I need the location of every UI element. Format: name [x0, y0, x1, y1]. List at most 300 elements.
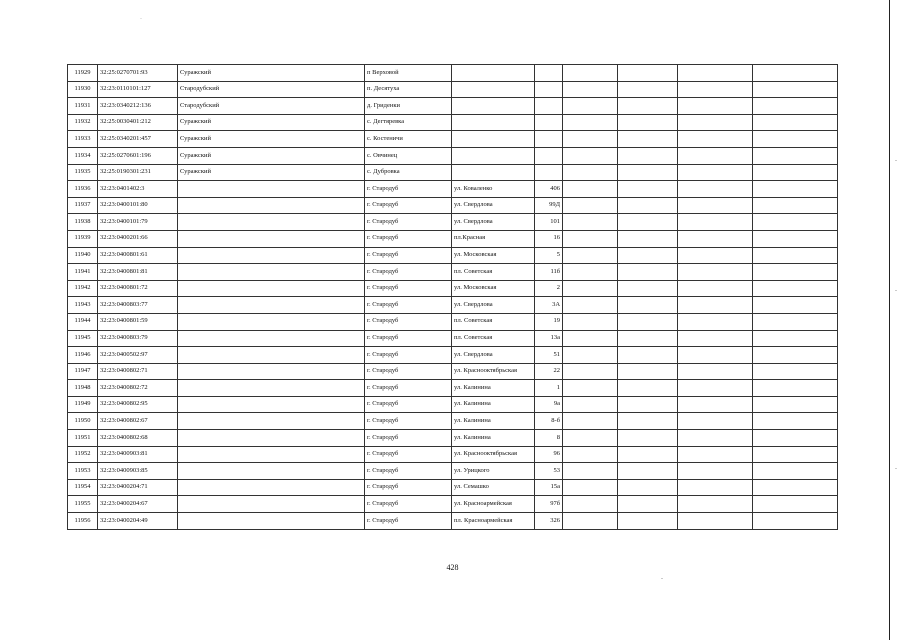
row-number: 11948 — [68, 380, 98, 397]
cadastral-number: 32:23:0400204:67 — [98, 496, 178, 513]
cadastral-number: 32:25:0340201:457 — [98, 131, 178, 148]
empty-cell — [753, 181, 838, 198]
table-row — [68, 147, 838, 164]
empty-cell — [753, 330, 838, 347]
street-cell: ул. Московская — [452, 247, 535, 264]
registry-table — [67, 64, 838, 530]
empty-cell — [618, 513, 678, 530]
empty-cell — [753, 496, 838, 513]
empty-cell — [618, 297, 678, 314]
street-cell — [452, 81, 535, 98]
house-number: 22 — [535, 363, 563, 380]
cadastral-number: 32:23:0400101:80 — [98, 197, 178, 214]
cadastral-number: 32:23:0400802:68 — [98, 430, 178, 447]
row-number: 11953 — [68, 463, 98, 480]
table-row — [68, 81, 838, 98]
district-cell — [178, 496, 365, 513]
street-cell: пл.Красная — [452, 230, 535, 247]
empty-cell — [618, 413, 678, 430]
empty-cell — [753, 147, 838, 164]
settlement-cell: г. Стародуб — [365, 214, 452, 231]
scan-mark: - — [895, 288, 897, 294]
empty-cell — [753, 264, 838, 281]
cadastral-number: 32:23:0400801:81 — [98, 264, 178, 281]
table-row — [68, 65, 838, 82]
district-cell: Суражский — [178, 147, 365, 164]
empty-cell — [753, 65, 838, 82]
empty-cell — [678, 463, 753, 480]
cadastral-number: 32:23:0400802:71 — [98, 363, 178, 380]
district-cell — [178, 181, 365, 198]
empty-cell — [753, 513, 838, 530]
district-cell — [178, 446, 365, 463]
empty-cell — [563, 463, 618, 480]
row-number: 11941 — [68, 264, 98, 281]
house-number — [535, 65, 563, 82]
empty-cell — [563, 396, 618, 413]
empty-cell — [563, 81, 618, 98]
row-number: 11933 — [68, 131, 98, 148]
cadastral-number: 32:23:0400903:81 — [98, 446, 178, 463]
table-row — [68, 230, 838, 247]
empty-cell — [618, 313, 678, 330]
district-cell: Суражский — [178, 131, 365, 148]
empty-cell — [753, 463, 838, 480]
district-cell — [178, 313, 365, 330]
house-number — [535, 147, 563, 164]
empty-cell — [618, 98, 678, 115]
table-row — [68, 297, 838, 314]
street-cell: ул. Краснооктябрьская — [452, 446, 535, 463]
empty-cell — [563, 496, 618, 513]
empty-cell — [678, 247, 753, 264]
empty-cell — [678, 430, 753, 447]
empty-cell — [563, 197, 618, 214]
house-number: 8-б — [535, 413, 563, 430]
street-cell: ул. Калинина — [452, 396, 535, 413]
street-cell: ул. Свердлова — [452, 347, 535, 364]
street-cell: ул. Красноoктябрьская — [452, 363, 535, 380]
empty-cell — [618, 65, 678, 82]
empty-cell — [618, 264, 678, 281]
empty-cell — [618, 479, 678, 496]
empty-cell — [563, 65, 618, 82]
empty-cell — [563, 479, 618, 496]
table-row — [68, 313, 838, 330]
table-row — [68, 496, 838, 513]
house-number: 101 — [535, 214, 563, 231]
empty-cell — [563, 247, 618, 264]
house-number: 96 — [535, 446, 563, 463]
empty-cell — [563, 214, 618, 231]
empty-cell — [678, 164, 753, 181]
empty-cell — [753, 131, 838, 148]
table-row — [68, 363, 838, 380]
row-number: 11956 — [68, 513, 98, 530]
row-number: 11947 — [68, 363, 98, 380]
empty-cell — [678, 446, 753, 463]
row-number: 11954 — [68, 479, 98, 496]
house-number: 15а — [535, 479, 563, 496]
house-number: 2 — [535, 280, 563, 297]
table-row — [68, 446, 838, 463]
empty-cell — [618, 164, 678, 181]
row-number: 11949 — [68, 396, 98, 413]
settlement-cell: с. Дегтяревка — [365, 114, 452, 131]
street-cell — [452, 131, 535, 148]
street-cell: пл. Советская — [452, 330, 535, 347]
row-number: 11936 — [68, 181, 98, 198]
page-edge-line — [889, 0, 890, 640]
table-row — [68, 114, 838, 131]
cadastral-number: 32:23:0400204:71 — [98, 479, 178, 496]
empty-cell — [678, 363, 753, 380]
row-number: 11945 — [68, 330, 98, 347]
street-cell: ул. Урицкого — [452, 463, 535, 480]
cadastral-number: 32:25:0030401:212 — [98, 114, 178, 131]
district-cell — [178, 479, 365, 496]
empty-cell — [678, 147, 753, 164]
empty-cell — [678, 380, 753, 397]
empty-cell — [753, 230, 838, 247]
house-number — [535, 81, 563, 98]
row-number: 11938 — [68, 214, 98, 231]
table-row — [68, 131, 838, 148]
settlement-cell: д. Гриденки — [365, 98, 452, 115]
table-row — [68, 463, 838, 480]
district-cell — [178, 363, 365, 380]
empty-cell — [753, 380, 838, 397]
empty-cell — [563, 430, 618, 447]
empty-cell — [618, 396, 678, 413]
empty-cell — [753, 347, 838, 364]
empty-cell — [618, 147, 678, 164]
settlement-cell: г. Стародуб — [365, 264, 452, 281]
empty-cell — [563, 280, 618, 297]
empty-cell — [563, 98, 618, 115]
cadastral-number: 32:23:0340212:136 — [98, 98, 178, 115]
empty-cell — [753, 413, 838, 430]
house-number: 99Д — [535, 197, 563, 214]
scan-mark: - — [895, 466, 897, 472]
district-cell — [178, 396, 365, 413]
house-number: 3А — [535, 297, 563, 314]
street-cell: ул. Свердлова — [452, 197, 535, 214]
empty-cell — [753, 479, 838, 496]
row-number: 11934 — [68, 147, 98, 164]
empty-cell — [678, 330, 753, 347]
empty-cell — [563, 380, 618, 397]
empty-cell — [753, 280, 838, 297]
row-number: 11952 — [68, 446, 98, 463]
settlement-cell: г. Стародуб — [365, 247, 452, 264]
table-row — [68, 330, 838, 347]
table-row — [68, 396, 838, 413]
street-cell: ул. Семашко — [452, 479, 535, 496]
settlement-cell: г. Стародуб — [365, 413, 452, 430]
street-cell: ул. Свердлова — [452, 214, 535, 231]
cadastral-number: 32:23:0400204:49 — [98, 513, 178, 530]
empty-cell — [753, 247, 838, 264]
empty-cell — [618, 230, 678, 247]
row-number: 11955 — [68, 496, 98, 513]
house-number — [535, 114, 563, 131]
empty-cell — [618, 114, 678, 131]
street-cell: ул. Калинина — [452, 430, 535, 447]
house-number — [535, 131, 563, 148]
cadastral-number: 32:23:0400802:95 — [98, 396, 178, 413]
house-number — [535, 98, 563, 115]
settlement-cell: г. Стародуб — [365, 430, 452, 447]
empty-cell — [563, 114, 618, 131]
cadastral-number: 32:23:0400801:72 — [98, 280, 178, 297]
row-number: 11935 — [68, 164, 98, 181]
empty-cell — [563, 347, 618, 364]
empty-cell — [753, 164, 838, 181]
row-number: 11943 — [68, 297, 98, 314]
empty-cell — [563, 413, 618, 430]
street-cell — [452, 98, 535, 115]
house-number: 11б — [535, 264, 563, 281]
house-number: 97б — [535, 496, 563, 513]
street-cell: ул. Свердлова — [452, 297, 535, 314]
row-number: 11931 — [68, 98, 98, 115]
table-body — [68, 65, 838, 530]
row-number: 11930 — [68, 81, 98, 98]
empty-cell — [563, 181, 618, 198]
empty-cell — [563, 313, 618, 330]
house-number: 9а — [535, 396, 563, 413]
empty-cell — [753, 114, 838, 131]
empty-cell — [618, 463, 678, 480]
settlement-cell: г. Стародуб — [365, 330, 452, 347]
settlement-cell: г. Стародуб — [365, 396, 452, 413]
table-row — [68, 430, 838, 447]
settlement-cell: п. Десятуха — [365, 81, 452, 98]
row-number: 11946 — [68, 347, 98, 364]
empty-cell — [678, 81, 753, 98]
house-number: 19 — [535, 313, 563, 330]
street-cell: ул. Калинина — [452, 413, 535, 430]
cadastral-number: 32:23:0400502:97 — [98, 347, 178, 364]
empty-cell — [678, 214, 753, 231]
empty-cell — [618, 131, 678, 148]
district-cell — [178, 330, 365, 347]
empty-cell — [678, 396, 753, 413]
empty-cell — [753, 430, 838, 447]
empty-cell — [618, 347, 678, 364]
street-cell: пл. Советская — [452, 313, 535, 330]
settlement-cell: г. Стародуб — [365, 297, 452, 314]
street-cell — [452, 164, 535, 181]
district-cell: Суражский — [178, 164, 365, 181]
empty-cell — [753, 313, 838, 330]
house-number: 53 — [535, 463, 563, 480]
row-number: 11937 — [68, 197, 98, 214]
empty-cell — [753, 98, 838, 115]
table-row — [68, 264, 838, 281]
cadastral-number: 32:23:0110101:127 — [98, 81, 178, 98]
empty-cell — [753, 197, 838, 214]
empty-cell — [678, 347, 753, 364]
empty-cell — [563, 164, 618, 181]
street-cell — [452, 65, 535, 82]
row-number: 11942 — [68, 280, 98, 297]
row-number: 11944 — [68, 313, 98, 330]
district-cell — [178, 297, 365, 314]
street-cell: пл. Советская — [452, 264, 535, 281]
cadastral-number: 32:23:0400903:85 — [98, 463, 178, 480]
street-cell: ул. Коваленко — [452, 181, 535, 198]
row-number: 11932 — [68, 114, 98, 131]
empty-cell — [618, 446, 678, 463]
empty-cell — [678, 280, 753, 297]
settlement-cell: с. Овчинец — [365, 147, 452, 164]
empty-cell — [753, 363, 838, 380]
table-row — [68, 164, 838, 181]
district-cell — [178, 264, 365, 281]
house-number — [535, 164, 563, 181]
district-cell — [178, 430, 365, 447]
street-cell — [452, 147, 535, 164]
settlement-cell: г. Стародуб — [365, 313, 452, 330]
row-number: 11940 — [68, 247, 98, 264]
row-number: 11951 — [68, 430, 98, 447]
empty-cell — [618, 496, 678, 513]
cadastral-number: 32:23:0401402:3 — [98, 181, 178, 198]
district-cell: Суражский — [178, 65, 365, 82]
empty-cell — [618, 247, 678, 264]
cadastral-number: 32:25:0190301:231 — [98, 164, 178, 181]
cadastral-number: 32:23:0400201:66 — [98, 230, 178, 247]
district-cell — [178, 513, 365, 530]
settlement-cell: г. Стародуб — [365, 479, 452, 496]
cadastral-number: 32:25:0270701:93 — [98, 65, 178, 82]
cadastral-number: 32:23:0400802:72 — [98, 380, 178, 397]
row-number: 11950 — [68, 413, 98, 430]
district-cell — [178, 380, 365, 397]
empty-cell — [563, 513, 618, 530]
empty-cell — [563, 330, 618, 347]
district-cell — [178, 230, 365, 247]
settlement-cell: с. Костеничи — [365, 131, 452, 148]
district-cell — [178, 413, 365, 430]
settlement-cell: г. Стародуб — [365, 197, 452, 214]
empty-cell — [618, 197, 678, 214]
cadastral-number: 32:23:0400801:59 — [98, 313, 178, 330]
district-cell — [178, 280, 365, 297]
cadastral-number: 32:23:0400802:67 — [98, 413, 178, 430]
settlement-cell: г. Стародуб — [365, 513, 452, 530]
street-cell: ул. Красноармейская — [452, 496, 535, 513]
settlement-cell: г. Стародуб — [365, 463, 452, 480]
table-row — [68, 413, 838, 430]
street-cell: ул. Московская — [452, 280, 535, 297]
empty-cell — [753, 81, 838, 98]
district-cell — [178, 247, 365, 264]
settlement-cell: г. Стародуб — [365, 496, 452, 513]
district-cell — [178, 214, 365, 231]
empty-cell — [678, 230, 753, 247]
house-number: 8 — [535, 430, 563, 447]
empty-cell — [563, 363, 618, 380]
empty-cell — [678, 479, 753, 496]
empty-cell — [678, 513, 753, 530]
street-cell — [452, 114, 535, 131]
table-row — [68, 280, 838, 297]
house-number: 406 — [535, 181, 563, 198]
house-number: 51 — [535, 347, 563, 364]
empty-cell — [753, 396, 838, 413]
settlement-cell: г. Стародуб — [365, 363, 452, 380]
cadastral-number: 32:23:0400801:61 — [98, 247, 178, 264]
empty-cell — [563, 446, 618, 463]
empty-cell — [678, 197, 753, 214]
table-row — [68, 181, 838, 198]
district-cell: Суражский — [178, 114, 365, 131]
empty-cell — [678, 98, 753, 115]
row-number: 11939 — [68, 230, 98, 247]
cadastral-number: 32:23:0400803:79 — [98, 330, 178, 347]
empty-cell — [563, 131, 618, 148]
cadastral-number: 32:23:0400101:79 — [98, 214, 178, 231]
settlement-cell: г. Стародуб — [365, 280, 452, 297]
table-row — [68, 479, 838, 496]
empty-cell — [618, 330, 678, 347]
empty-cell — [753, 297, 838, 314]
empty-cell — [753, 446, 838, 463]
house-number: 1 — [535, 380, 563, 397]
settlement-cell: г. Стародуб — [365, 347, 452, 364]
empty-cell — [618, 181, 678, 198]
table-row — [68, 247, 838, 264]
table-row — [68, 513, 838, 530]
empty-cell — [678, 297, 753, 314]
empty-cell — [618, 81, 678, 98]
empty-cell — [563, 230, 618, 247]
district-cell — [178, 463, 365, 480]
settlement-cell: п Верховой — [365, 65, 452, 82]
table-row — [68, 214, 838, 231]
scan-mark: - — [895, 158, 897, 164]
street-cell: пл. Красноармейская — [452, 513, 535, 530]
settlement-cell: с. Дубровка — [365, 164, 452, 181]
cadastral-number: 32:23:0400803:77 — [98, 297, 178, 314]
empty-cell — [618, 280, 678, 297]
settlement-cell: г. Стародуб — [365, 446, 452, 463]
empty-cell — [678, 264, 753, 281]
district-cell — [178, 197, 365, 214]
empty-cell — [678, 131, 753, 148]
table-row — [68, 197, 838, 214]
empty-cell — [618, 214, 678, 231]
house-number: 5 — [535, 247, 563, 264]
page-number: 428 — [446, 563, 459, 572]
empty-cell — [678, 65, 753, 82]
empty-cell — [678, 496, 753, 513]
house-number: 16 — [535, 230, 563, 247]
table-row — [68, 347, 838, 364]
row-number: 11929 — [68, 65, 98, 82]
house-number: 326 — [535, 513, 563, 530]
settlement-cell: г. Стародуб — [365, 380, 452, 397]
cadastral-number: 32:25:0270601:196 — [98, 147, 178, 164]
empty-cell — [563, 264, 618, 281]
district-cell: Стародубский — [178, 98, 365, 115]
empty-cell — [678, 114, 753, 131]
empty-cell — [678, 413, 753, 430]
settlement-cell: г. Стародуб — [365, 230, 452, 247]
